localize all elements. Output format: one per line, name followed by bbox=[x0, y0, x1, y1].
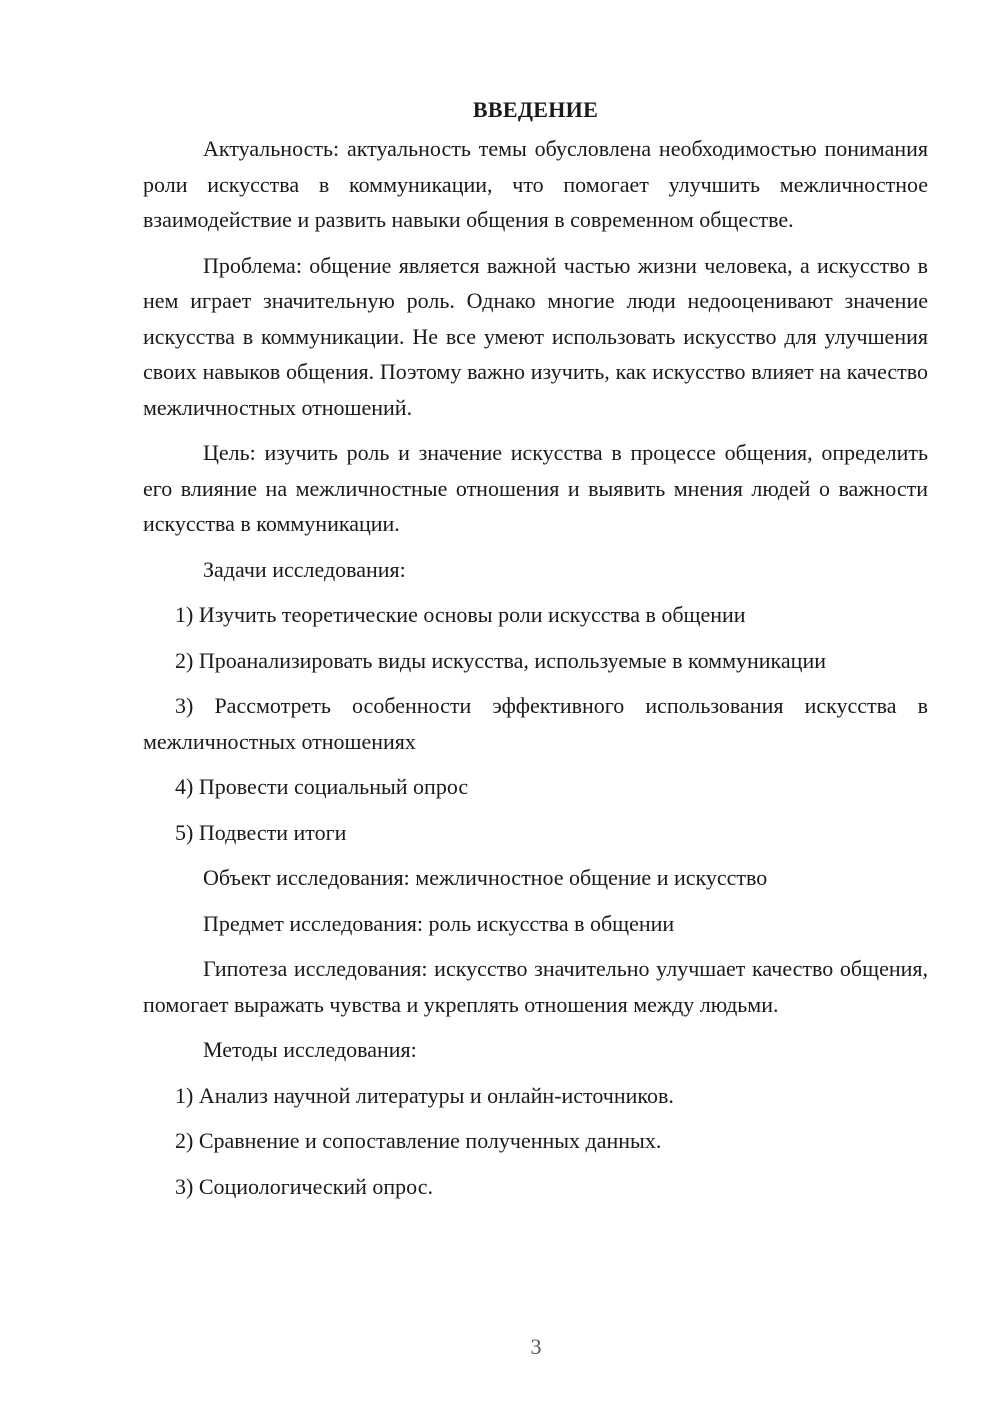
relevance-paragraph: Актуальность: актуальность темы обусловлена необходимостью понимания роли искусства в коммуникации, что помогает улучшить межличностное взаимодействие и развить навыки общения в современном обществе. bbox=[143, 136, 928, 232]
page-number: 3 bbox=[530, 1334, 542, 1359]
object-line: Объект исследования: межличностное общение и искусство bbox=[203, 865, 768, 890]
goal-paragraph: Цель: изучить роль и значение искусства в процессе общения, определить его влияние на межличностные отношения и выявить мнения людей о важности искусства в коммуникации. bbox=[143, 440, 928, 536]
method-item: 3) Социологический опрос. bbox=[175, 1173, 433, 1199]
task-item: 3) Рассмотреть особенности эффективного использования искусства в межличностных отношениях bbox=[143, 693, 928, 754]
method-item: 2) Сравнение и сопоставление полученных данных. bbox=[175, 1128, 662, 1153]
hypothesis-paragraph: Гипотеза исследования: искусство значительно улучшает качество общения, помогает выражать чувства и укреплять отношения между людьми. bbox=[143, 956, 928, 1017]
method-item: 1) Анализ научной литературы и онлайн-источников. bbox=[175, 1082, 674, 1108]
problem-paragraph: Проблема: общение является важной частью жизни человека, а искусство в нем играет значительную роль. Однако многие люди недооценивают значение искусства в коммуникации. Не все умеют использовать искусство для улучшения своих навыков общения. Поэтому важно изучить, как искусство влияет на качество межличностных отношений. bbox=[143, 252, 928, 420]
task-item: 2) Проанализировать виды искусства, используемые в коммуникации bbox=[175, 647, 826, 673]
task-item: 1) Изучить теоретические основы роли искусства в общении bbox=[175, 602, 746, 627]
subject-line: Предмет исследования: роль искусства в общении bbox=[203, 910, 675, 936]
page-content bbox=[143, 92, 928, 1214]
section-title: ВВЕДЕНИЕ bbox=[472, 97, 599, 122]
task-item: 5) Подвести итоги bbox=[175, 819, 347, 845]
methods-heading: Методы исследования: bbox=[203, 1037, 417, 1062]
tasks-heading: Задачи исследования: bbox=[203, 556, 406, 582]
task-item: 4) Провести социальный опрос bbox=[175, 774, 469, 799]
